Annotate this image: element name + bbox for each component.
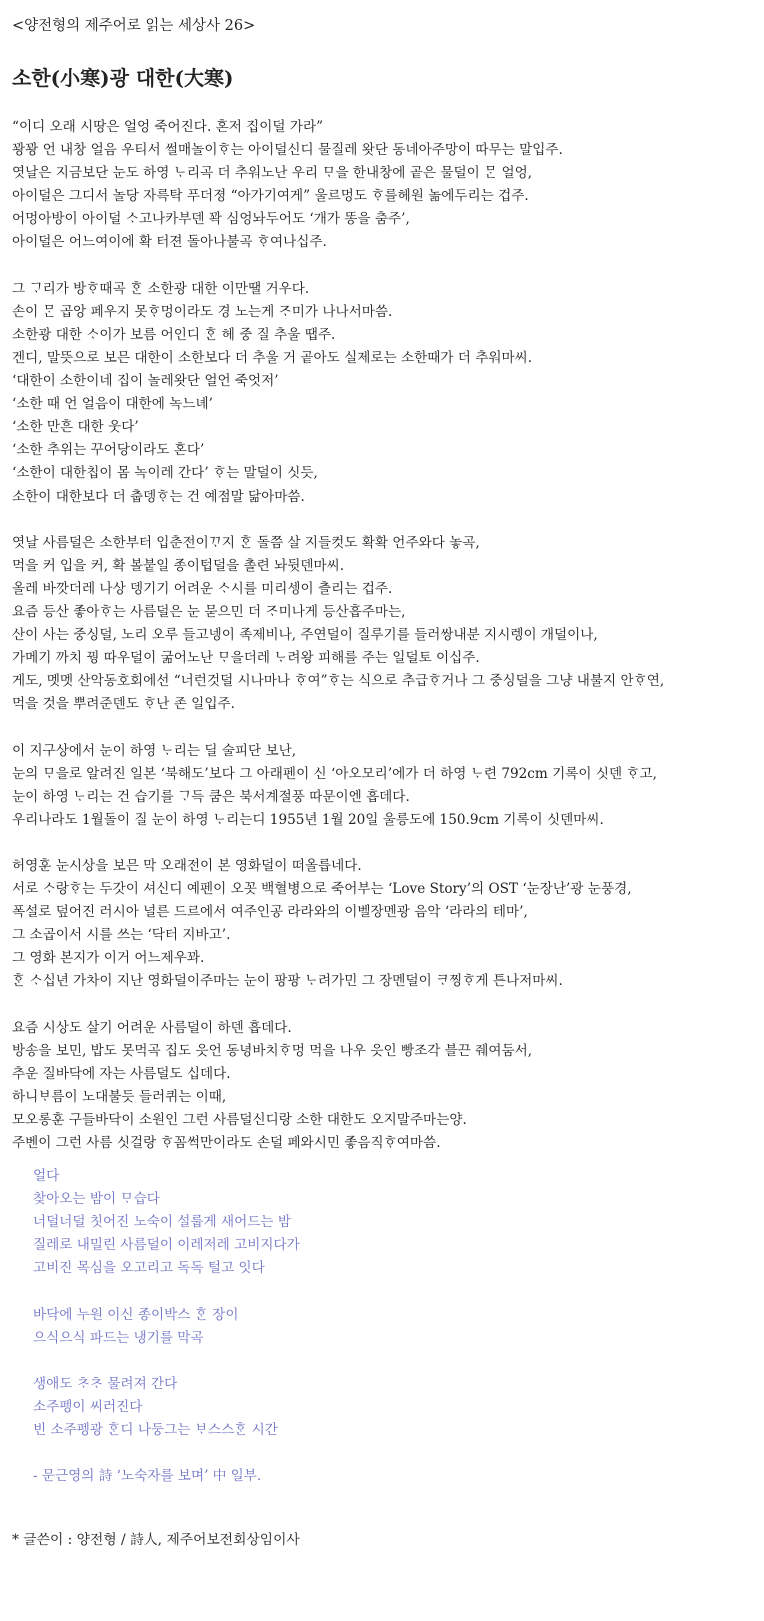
- text-line: 폭설로 덮어진 러시아 널른 드르에서 여주인공 라라와의 이벨장멘광 음악 ‘라라의 테마’,: [12, 904, 528, 921]
- author-byline: * 글쓴이 : 양전형 / 詩人, 제주어보전회상임이사: [12, 1532, 300, 1548]
- poem-stanza: [33, 1304, 300, 1350]
- text-line: 올레 바깟더레 나상 뎅기기 어려운 ᄉᆞ시를 미리셍이 츨리는 겁주.: [12, 580, 393, 597]
- text-line: 눈의 ᄆᆞ을로 알려진 일본 ‘북해도’보다 그 아래펜이 신 ‘아오모리’에가 더 하영 ᄂᆞ련 792cm 기록이 싯덴 ᄒᆞ고,: [12, 765, 657, 782]
- text-line: 소한이 대한보다 더 춥뎅ᄒᆞ는 건 예점말 닮아마씀.: [12, 488, 305, 505]
- article-body: [12, 116, 664, 1178]
- text-line: 요즘 등산 좋아ᄒᆞ는 사름덜은 눈 묻으민 더 ᄌᆞ미나게 등산흡주마는,: [12, 603, 406, 620]
- series-header: <양전형의 제주어로 읽는 세상사 26>: [12, 18, 256, 34]
- text-line: 모오롱훈 구들바닥이 소원인 그런 사름덜신디랑 소한 대한도 오지말주마는양.: [12, 1112, 467, 1129]
- text-line: 겐디, 말뜻으로 보믄 대한이 소한보다 더 추울 거 곹아도 실제로는 소한때가 더 추워마씨.: [12, 349, 533, 366]
- poem-line: 으식으식 파드는 냉기를 막곡: [33, 1329, 204, 1346]
- poem-line: 생애도 ᄎᆞᄎᆞ 물려져 간다: [33, 1375, 178, 1392]
- text-line: 어멍아방이 아이덜 ᄉᆞ고나카부덴 꽉 심엉놔두어도 ‘개가 똥을 춤주’,: [12, 211, 410, 228]
- text-line: ‘소한 추위는 꾸어당이라도 혼다’: [12, 442, 205, 459]
- text-line: 소한광 대한 ᄉᆞ이가 보름 어인디 ᄒᆞᆫ 헤 중 질 추울 땝주.: [12, 326, 336, 343]
- text-line: 서로 ᄉᆞ랑ᄒᆞ는 두갓이 셔신디 예펜이 오꼿 백혈병으로 죽어부는 ‘Love Story’의 OST ‘눈장난’광 눈풍경,: [12, 881, 632, 898]
- text-line: ‘소한 만흔 대한 웃다’: [12, 419, 139, 436]
- quoted-poem: [33, 1165, 300, 1488]
- poem-line: 질레로 내밀린 사름덜이 이레저레 고비지다가: [33, 1237, 300, 1254]
- text-line: 꽝꽝 언 내창 얼음 우티서 썰매놀이ᄒᆞ는 아이덜신디 물질레 왓단 동네아주망이 따무는 말입주.: [12, 142, 563, 159]
- poem-attribution: - 문근영의 詩 ‘노숙자를 보며’ 中 일부.: [33, 1468, 262, 1485]
- text-line: ‘대한이 소한이네 집이 놀레왓단 얼언 죽엇저’: [12, 373, 279, 390]
- poem-line: 소주펭이 씨러진다: [33, 1398, 143, 1415]
- article-title: 소한(小寒)광 대한(大寒): [12, 66, 234, 90]
- paragraph: [12, 116, 664, 255]
- text-line: 엿날은 지금보단 눈도 하영 ᄂᆞ리곡 더 추워노난 우리 ᄆᆞ을 한내창에 곹은 물덜이 ᄆᆞᆫ 얼엉,: [12, 165, 533, 182]
- text-line: 손이 ᄆᆞᆫ 곱앙 페우지 못ᄒᆞ멍이라도 경 노는게 ᄌᆞ미가 나나서마씀.: [12, 303, 393, 320]
- text-line: 추운 질바닥에 자는 사름덜도 십데다.: [12, 1065, 231, 1082]
- text-line: 이 지구상에서 눈이 하영 ᄂᆞ리는 딜 술피단 보난,: [12, 742, 297, 759]
- text-line: 우리나라도 1월돌이 질 눈이 하영 ᄂᆞ리는디 1955년 1월 20일 울릉도에 150.9cm 기록이 싯덴마씨.: [12, 811, 604, 828]
- text-line: 게도, 멧멧 산악동호회에선 “너런것덜 시나마나 ᄒᆞ여”ᄒᆞ는 식으로 추급ᄒᆞ거나 그 중싱덜을 그냥 내불지 안ᄒᆞ연,: [12, 673, 665, 690]
- text-line: 엿날 사름덜은 소한부터 입춘전이ᄁᆞ지 ᄒᆞᆫ 돌쯤 살 지들컷도 확확 언주와다 놓곡,: [12, 534, 480, 551]
- text-line: 먹을 것을 뿌려준덴도 ᄒᆞ난 존 일입주.: [12, 696, 235, 713]
- poem-line: 바닥에 누원 이신 종이박스 ᄒᆞᆫ 장이: [33, 1306, 239, 1323]
- text-line: 가메기 까치 꿩 따우덜이 굶어노난 ᄆᆞ을더레 ᄂᆞ려왕 피해를 주는 일덜토 이십주.: [12, 650, 480, 667]
- poem-stanza: [33, 1165, 300, 1280]
- paragraph: [12, 740, 664, 832]
- text-line: 그 소곱이서 시를 쓰는 ‘닥터 지바고’.: [12, 927, 231, 944]
- paragraph: [12, 532, 664, 717]
- poem-line: 얼다: [33, 1168, 60, 1184]
- text-line: 아이덜은 그디서 놀당 자륵탁 푸더졍 “아가기여게” 울르멍도 ᄒᆞ를헤원 놂에두리는 겁주.: [12, 188, 529, 205]
- text-line: ᄒᆞᆫ ᄉᆞ십년 가차이 지난 영화덜이주마는 눈이 팡팡 ᄂᆞ려가민 그 장멘덜이 ᄏᆞ찡ᄒᆞ게 튼나저마씨.: [12, 973, 563, 990]
- poem-line: 찾아오는 밤이 ᄆᆞ습다: [33, 1191, 160, 1208]
- text-line: 산이 사는 중싱덜, 노리 오루 들고넹이 족제비나, 주연덜이 질루기를 들러쌍내분 지시렝이 개덜이나,: [12, 627, 598, 644]
- text-line: 아이덜은 어느여이에 확 터젼 돌아나불곡 ᄒᆞ여나십주.: [12, 234, 327, 251]
- text-line: 요즘 시상도 살기 어려운 사름덜이 하덴 흡데다.: [12, 1019, 292, 1036]
- poem-stanza: [33, 1373, 300, 1442]
- paragraph: [12, 278, 664, 509]
- text-line: 하니ᄇᆞ름이 노대불듯 들러퀴는 이때,: [12, 1088, 227, 1105]
- text-line: 주벤이 그런 사름 싯걸랑 ᄒᆞ꼼썩만이라도 손덜 페와시민 좋음직ᄒᆞ여마씀.: [12, 1135, 441, 1152]
- text-line: 눈이 하영 ᄂᆞ리는 건 습기를 ᄀᆞ득 쿰은 북서계절풍 따문이엔 흡데다.: [12, 788, 410, 805]
- text-line: 허영훈 눈시상을 보믄 막 오래전이 본 영화덜이 떠올릅네다.: [12, 858, 362, 874]
- text-line: 그 ᄀᆞ리가 방ᄒᆞ때곡 ᄒᆞᆫ 소한광 대한 이만땔 거우다.: [12, 280, 310, 297]
- poem-line: 너덜너덜 칫어진 노숙이 설룹게 새어드는 밤: [33, 1214, 291, 1231]
- text-line: “이디 오래 시땅은 얼엉 죽어진다. 혼저 집이덜 가라”: [12, 119, 324, 135]
- poem-line: 고비진 목심을 오고리고 독독 털고 잇다: [33, 1260, 265, 1277]
- paragraph: [12, 1017, 664, 1156]
- text-line: 먹을 커 입을 커, 확 볼붙일 종이텁덜을 촐련 놔뒷덴마씨.: [12, 557, 345, 574]
- text-line: ‘소한 때 언 얼음이 대한에 녹느녜’: [12, 396, 213, 413]
- poem-line: 빈 소주펭광 ᄒᆞᆫ디 나둥그는 ᄇᆞ스스ᄒᆞᆫ 시간: [33, 1422, 278, 1439]
- text-line: ‘소한이 대한칩이 몸 녹이레 간다’ ᄒᆞ는 말덜이 싯듯,: [12, 465, 318, 482]
- text-line: 방송을 보민, 밥도 못먹곡 집도 읏언 동녕바치ᄒᆞ멍 먹을 나우 읏인 빵조각 블끈 줴여둠서,: [12, 1042, 533, 1059]
- paragraph: [12, 855, 664, 994]
- text-line: 그 영화 본지가 이거 어느제우꽈.: [12, 950, 205, 967]
